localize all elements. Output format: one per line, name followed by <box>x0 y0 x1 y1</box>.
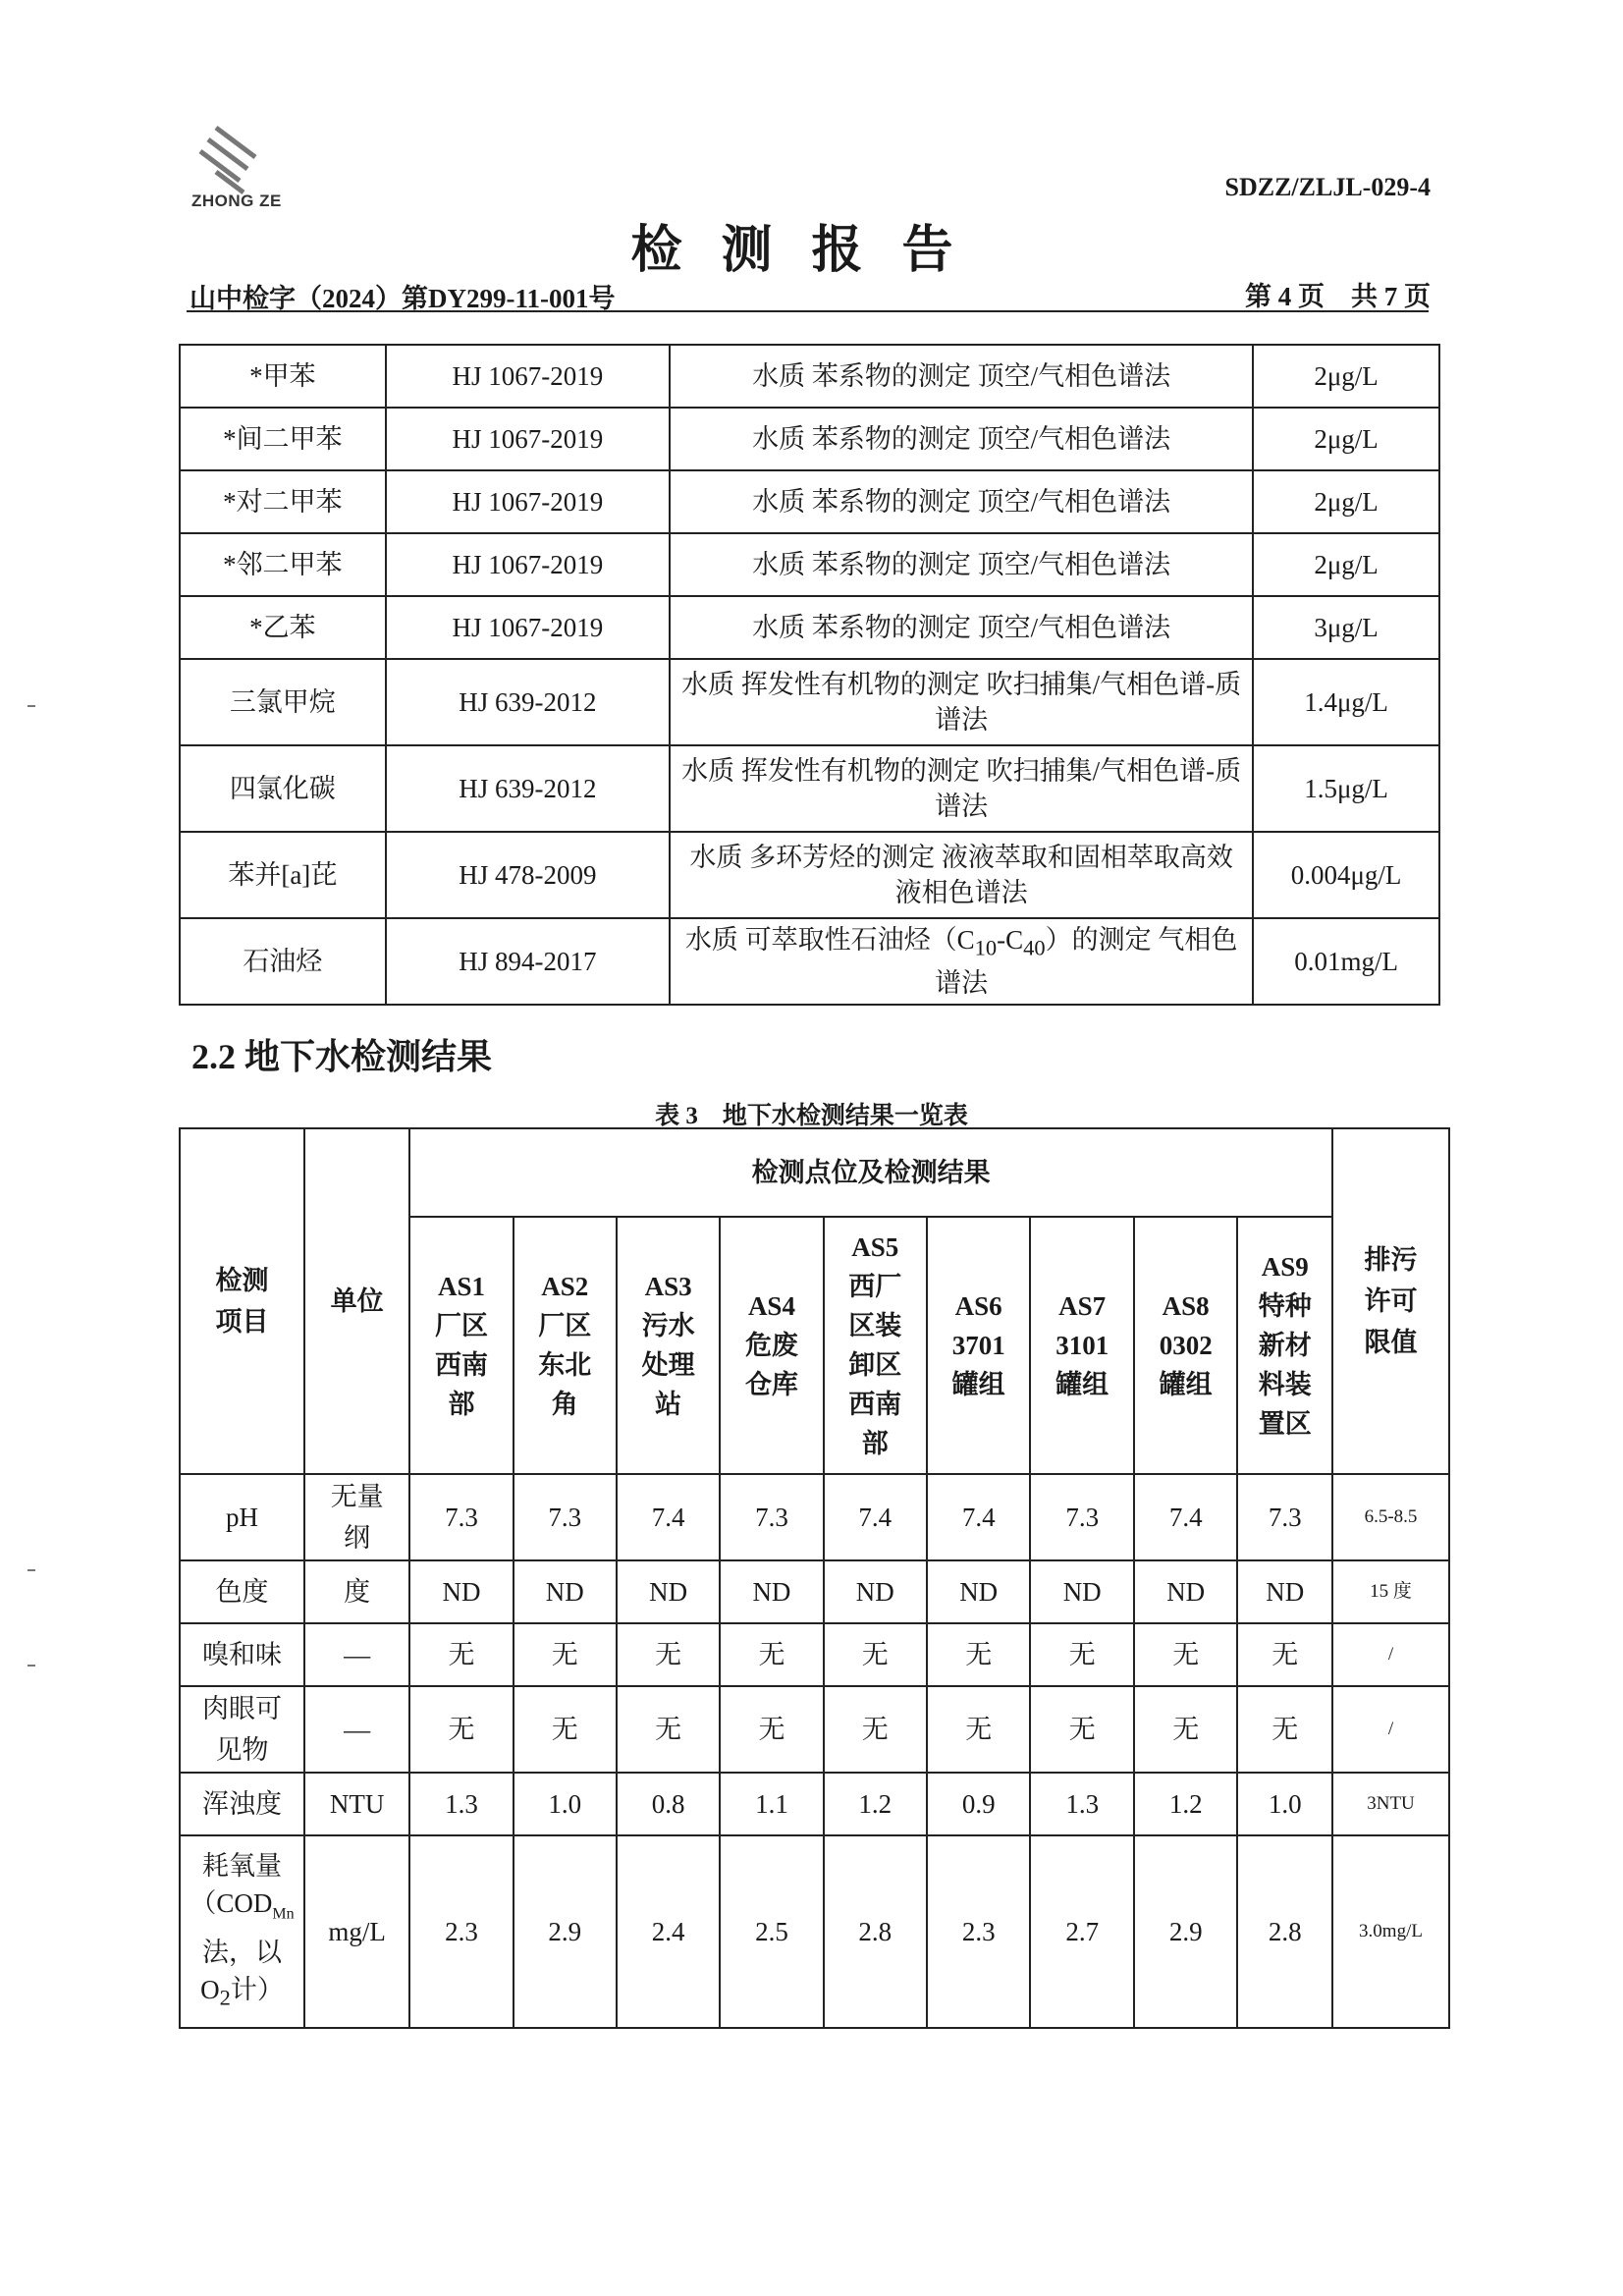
table-row <box>180 345 1439 408</box>
value-cell: 7.3 <box>514 1474 617 1560</box>
value-cell: ND <box>617 1560 720 1623</box>
value-cell: 无 <box>617 1686 720 1773</box>
table-row <box>180 408 1439 470</box>
table-row <box>180 659 1439 745</box>
method-cell: 水质 多环芳烃的测定 液液萃取和固相萃取高效液相色谱法 <box>670 832 1253 918</box>
standard-cell: HJ 1067-2019 <box>386 470 671 533</box>
value-cell: 7.4 <box>617 1474 720 1560</box>
scan-mark <box>27 1665 35 1667</box>
value-cell: 2.3 <box>927 1835 1031 2028</box>
limit-cell: 1.5μg/L <box>1253 745 1439 832</box>
standard-cell: HJ 894-2017 <box>386 918 671 1005</box>
table-caption: 表 3 地下水检测结果一览表 <box>655 1103 968 1129</box>
value-cell: ND <box>1237 1560 1332 1623</box>
limit-cell: 2μg/L <box>1253 408 1439 470</box>
table-row <box>180 832 1439 918</box>
limit-cell: 2μg/L <box>1253 345 1439 408</box>
limit-cell: 2μg/L <box>1253 470 1439 533</box>
value-cell: 无 <box>409 1686 513 1773</box>
site-header: AS9特种新材料装置区 <box>1237 1217 1332 1474</box>
limit-cell: 3NTU <box>1332 1773 1449 1835</box>
value-cell: 7.4 <box>1134 1474 1238 1560</box>
table-row <box>180 533 1439 596</box>
table-row <box>180 1686 1449 1773</box>
item-cell: 耗氧量（$COD_{Mn}$法，以 $O_2$计） <box>180 1835 304 2028</box>
value-cell: 1.3 <box>409 1773 513 1835</box>
value-cell: 7.4 <box>824 1474 927 1560</box>
value-cell: 2.5 <box>720 1835 823 2028</box>
value-cell: 无 <box>824 1623 927 1686</box>
value-cell: 1.2 <box>1134 1773 1238 1835</box>
item-cell: 肉眼可见物 <box>180 1686 304 1773</box>
value-cell: 无 <box>1030 1686 1134 1773</box>
standard-cell: HJ 639-2012 <box>386 745 671 832</box>
item-cell: pH <box>180 1474 304 1560</box>
table-row <box>180 1560 1449 1623</box>
unit-cell: NTU <box>304 1773 409 1835</box>
site-header: AS1厂区西南部 <box>409 1217 513 1474</box>
item-cell: *乙苯 <box>180 596 386 659</box>
item-cell: *甲苯 <box>180 345 386 408</box>
value-cell: 1.3 <box>1030 1773 1134 1835</box>
method-cell: 水质 挥发性有机物的测定 吹扫捕集/气相色谱-质谱法 <box>670 745 1253 832</box>
item-cell: *对二甲苯 <box>180 470 386 533</box>
table-row <box>180 918 1439 1005</box>
value-cell: 无 <box>720 1686 823 1773</box>
unit-cell: 度 <box>304 1560 409 1623</box>
header-row <box>180 1128 1449 1217</box>
standard-cell: HJ 639-2012 <box>386 659 671 745</box>
value-cell: 无 <box>514 1686 617 1773</box>
method-cell: 水质 苯系物的测定 顶空/气相色谱法 <box>670 533 1253 596</box>
value-cell: 1.2 <box>824 1773 927 1835</box>
table-row <box>180 1623 1449 1686</box>
item-cell: 色度 <box>180 1560 304 1623</box>
header-item: 检测项目 <box>180 1128 304 1474</box>
value-cell: 0.9 <box>927 1773 1031 1835</box>
standard-cell: HJ 1067-2019 <box>386 596 671 659</box>
scan-mark <box>27 1569 35 1571</box>
section-title: 2.2 地下水检测结果 <box>191 1037 493 1076</box>
value-cell: 1.0 <box>514 1773 617 1835</box>
value-cell: 2.8 <box>824 1835 927 2028</box>
item-cell: 苯并[a]芘 <box>180 832 386 918</box>
value-cell: ND <box>1134 1560 1238 1623</box>
limit-cell: / <box>1332 1623 1449 1686</box>
site-header: AS8 0302罐组 <box>1134 1217 1238 1474</box>
table-row <box>180 745 1439 832</box>
method-cell: 水质 苯系物的测定 顶空/气相色谱法 <box>670 345 1253 408</box>
value-cell: 无 <box>824 1686 927 1773</box>
limit-cell: 0.01mg/L <box>1253 918 1439 1005</box>
scan-mark <box>27 705 35 707</box>
limit-cell: 3.0mg/L <box>1332 1835 1449 2028</box>
standard-cell: HJ 478-2009 <box>386 832 671 918</box>
header-limit: 排污许可限值 <box>1332 1128 1449 1474</box>
value-cell: 无 <box>1134 1686 1238 1773</box>
method-cell: 水质 挥发性有机物的测定 吹扫捕集/气相色谱-质谱法 <box>670 659 1253 745</box>
unit-cell: 无量纲 <box>304 1474 409 1560</box>
table-row <box>180 470 1439 533</box>
header-points: 检测点位及检测结果 <box>409 1128 1332 1217</box>
standard-cell: HJ 1067-2019 <box>386 533 671 596</box>
value-cell: 无 <box>720 1623 823 1686</box>
value-cell: 7.3 <box>1030 1474 1134 1560</box>
value-cell: 无 <box>1030 1623 1134 1686</box>
method-cell: 水质 苯系物的测定 顶空/气相色谱法 <box>670 408 1253 470</box>
value-cell: 7.3 <box>409 1474 513 1560</box>
limit-cell: 1.4μg/L <box>1253 659 1439 745</box>
item-cell: *间二甲苯 <box>180 408 386 470</box>
item-cell: *邻二甲苯 <box>180 533 386 596</box>
value-cell: ND <box>720 1560 823 1623</box>
method-cell: 水质 苯系物的测定 顶空/气相色谱法 <box>670 470 1253 533</box>
item-cell: 三氯甲烷 <box>180 659 386 745</box>
table-row <box>180 1835 1449 2028</box>
limit-cell: 15 度 <box>1332 1560 1449 1623</box>
value-cell: ND <box>927 1560 1031 1623</box>
value-cell: 无 <box>514 1623 617 1686</box>
standard-cell: HJ 1067-2019 <box>386 345 671 408</box>
header-unit: 单位 <box>304 1128 409 1474</box>
value-cell: ND <box>514 1560 617 1623</box>
site-header: AS2厂区东北角 <box>514 1217 617 1474</box>
item-cell: 浑浊度 <box>180 1773 304 1835</box>
standard-cell: HJ 1067-2019 <box>386 408 671 470</box>
value-cell: ND <box>409 1560 513 1623</box>
value-cell: ND <box>824 1560 927 1623</box>
page-info: 第 4 页 共 7 页 <box>1245 282 1431 311</box>
method-cell: 水质 可萃取性石油烃$(C_{10}-C_{40})$的测定 气相色谱法 <box>670 918 1253 1005</box>
page-title: 检测报告 <box>630 220 993 280</box>
value-cell: 无 <box>409 1623 513 1686</box>
value-cell: 7.3 <box>1237 1474 1332 1560</box>
value-cell: 1.0 <box>1237 1773 1332 1835</box>
methods-table <box>179 344 1440 1006</box>
value-cell: 7.3 <box>720 1474 823 1560</box>
report-number: 山中检字（2024）第DY299-11-001号 <box>189 284 616 313</box>
value-cell: 无 <box>1237 1686 1332 1773</box>
value-cell: ND <box>1030 1560 1134 1623</box>
site-header: AS6 3701罐组 <box>927 1217 1031 1474</box>
value-cell: 2.8 <box>1237 1835 1332 2028</box>
value-cell: 无 <box>1237 1623 1332 1686</box>
logo-text: ZHONG ZE <box>191 191 282 210</box>
limit-cell: 6.5-8.5 <box>1332 1474 1449 1560</box>
site-header: AS4危废仓库 <box>720 1217 823 1474</box>
table-row <box>180 596 1439 659</box>
value-cell: 2.9 <box>1134 1835 1238 2028</box>
item-cell: 四氯化碳 <box>180 745 386 832</box>
table-row <box>180 1773 1449 1835</box>
header-divider <box>187 310 1429 312</box>
value-cell: 1.1 <box>720 1773 823 1835</box>
value-cell: 2.9 <box>514 1835 617 2028</box>
unit-cell: — <box>304 1623 409 1686</box>
method-cell: 水质 苯系物的测定 顶空/气相色谱法 <box>670 596 1253 659</box>
value-cell: 2.4 <box>617 1835 720 2028</box>
unit-cell: mg/L <box>304 1835 409 2028</box>
value-cell: 无 <box>927 1686 1031 1773</box>
value-cell: 7.4 <box>927 1474 1031 1560</box>
item-cell: 石油烃 <box>180 918 386 1005</box>
value-cell: 无 <box>927 1623 1031 1686</box>
limit-cell: 2μg/L <box>1253 533 1439 596</box>
site-header: AS5西厂区装卸区西南部 <box>824 1217 927 1474</box>
value-cell: 无 <box>617 1623 720 1686</box>
value-cell: 2.7 <box>1030 1835 1134 2028</box>
limit-cell: 0.004μg/L <box>1253 832 1439 918</box>
value-cell: 无 <box>1134 1623 1238 1686</box>
results-table <box>179 1127 1450 2029</box>
limit-cell: / <box>1332 1686 1449 1773</box>
site-header: AS3污水处理站 <box>617 1217 720 1474</box>
unit-cell: — <box>304 1686 409 1773</box>
site-header: AS7 3101罐组 <box>1030 1217 1134 1474</box>
table-row <box>180 1474 1449 1560</box>
document-code: SDZZ/ZLJL-029-4 <box>1224 173 1431 201</box>
value-cell: 0.8 <box>617 1773 720 1835</box>
value-cell: 2.3 <box>409 1835 513 2028</box>
limit-cell: 3μg/L <box>1253 596 1439 659</box>
item-cell: 嗅和味 <box>180 1623 304 1686</box>
